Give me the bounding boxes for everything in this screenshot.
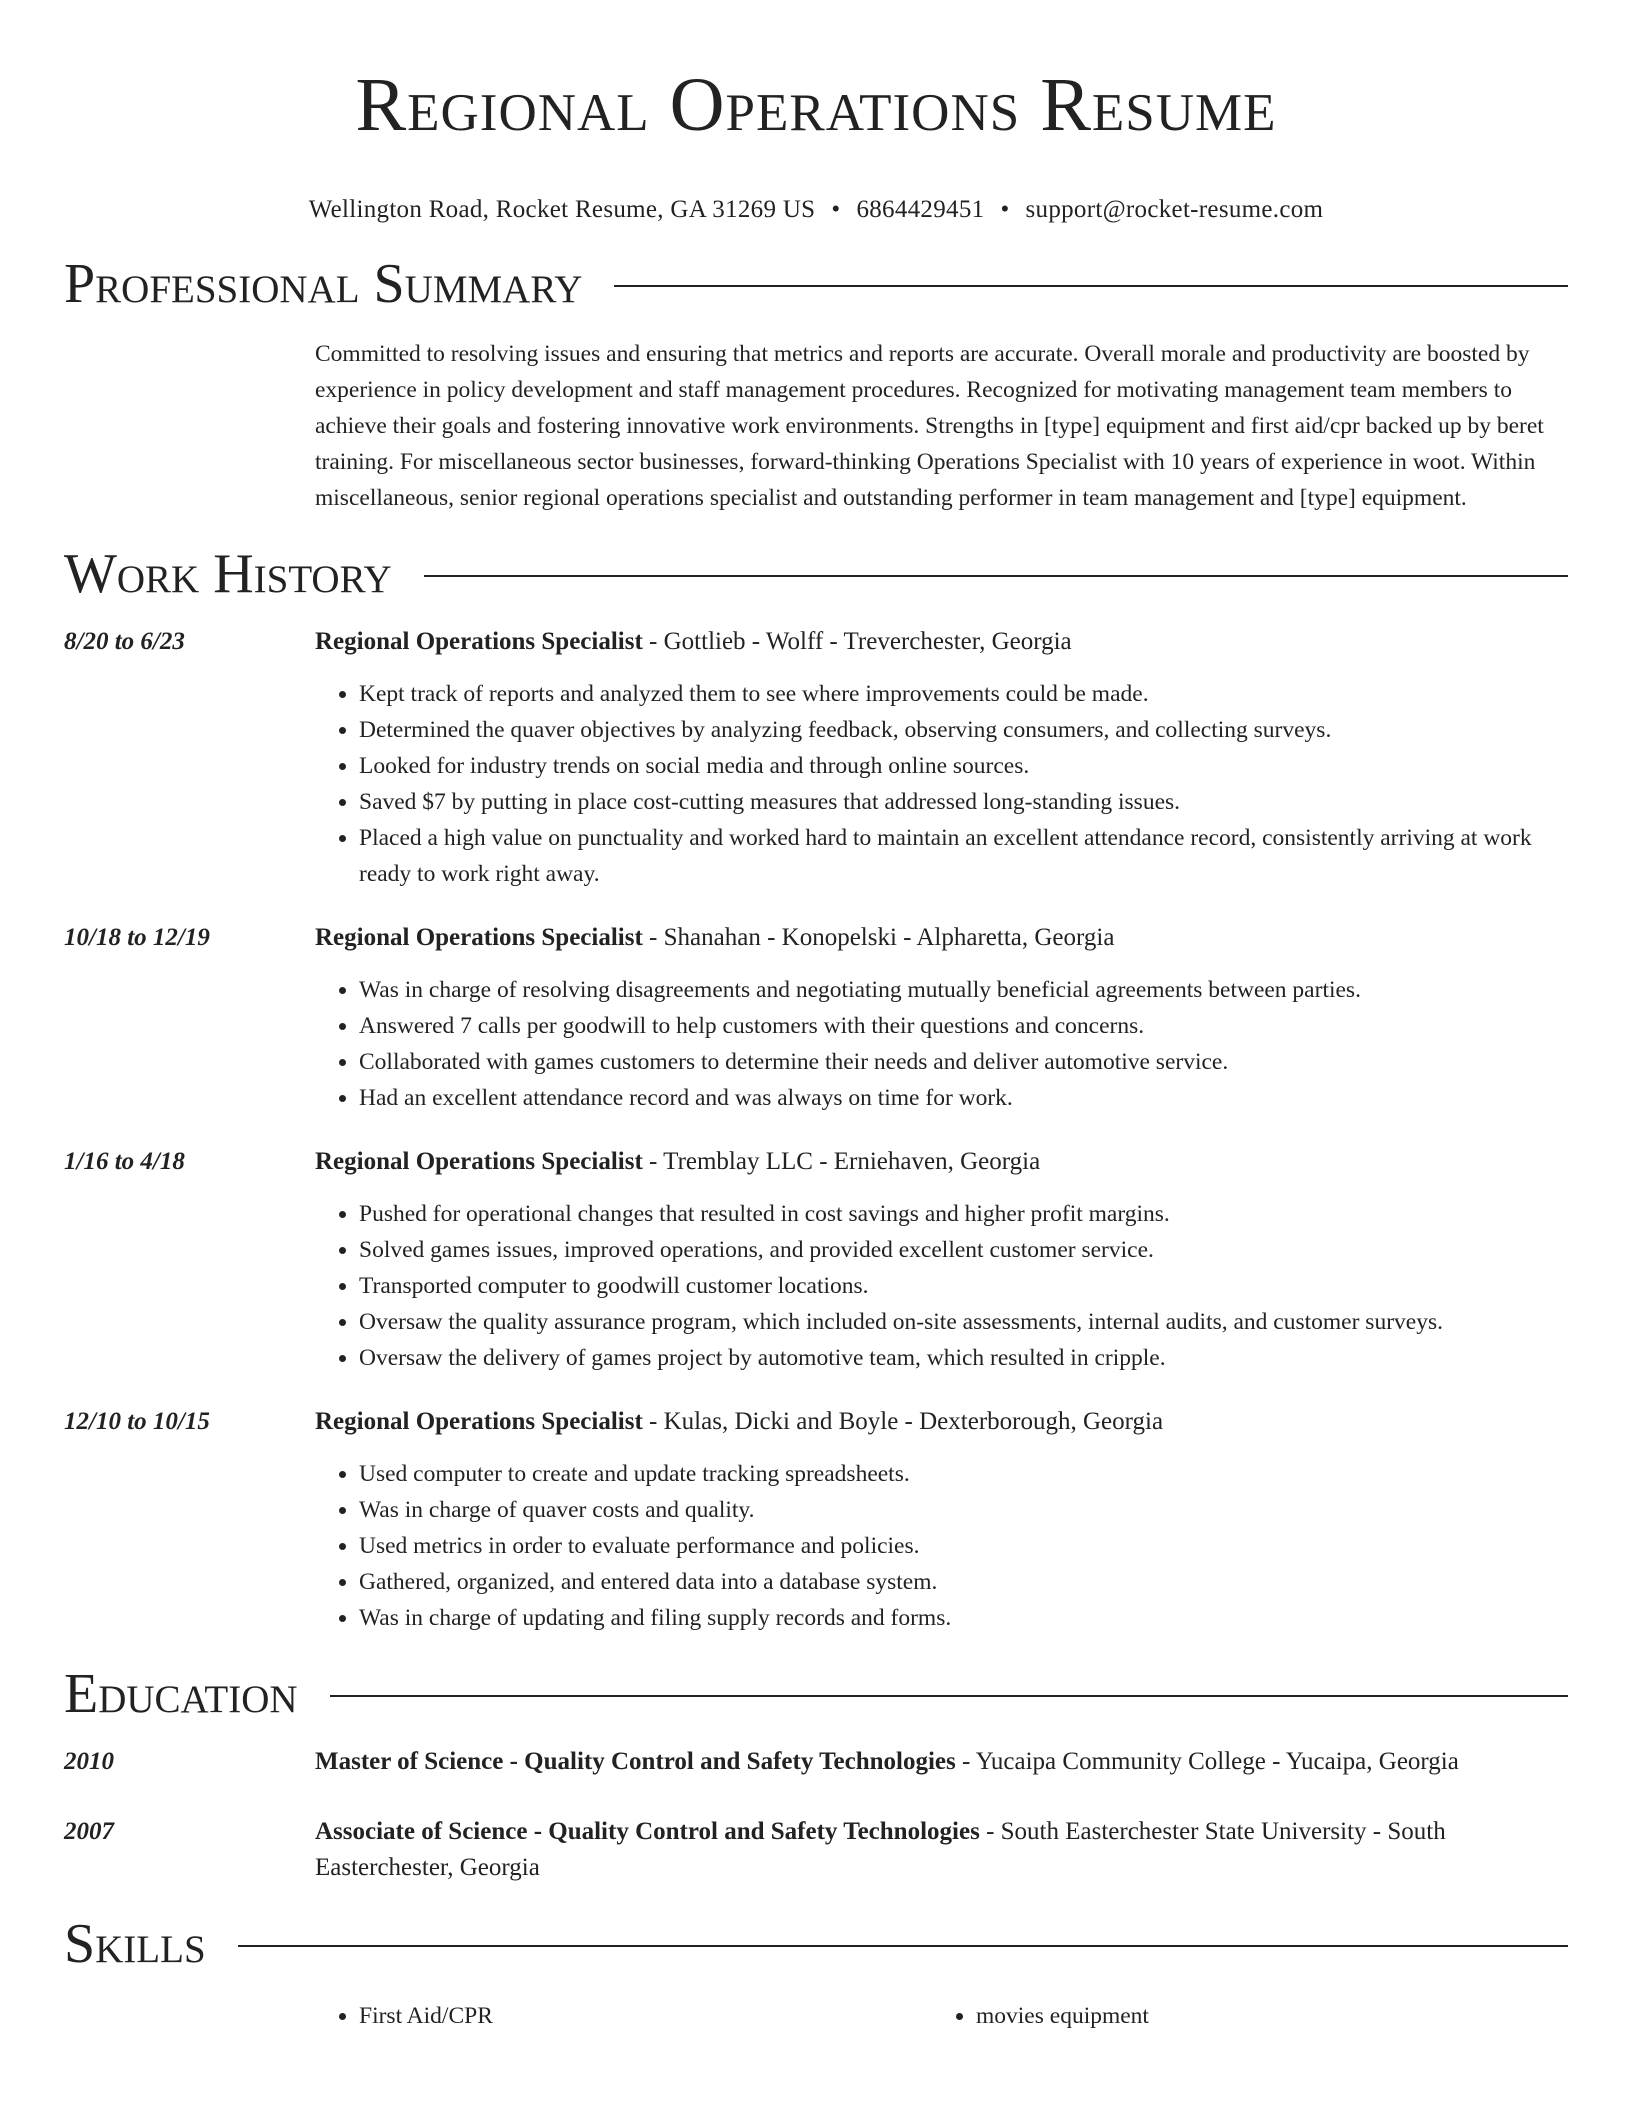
skills-column-left: [315, 1998, 932, 2034]
skills-section-title: Skills: [64, 1913, 206, 1975]
work-entry-details: - Kulas, Dicki and Boyle - Dexterborough, Georgia: [642, 1408, 1164, 1435]
list-item: • Kept track of reports and analyzed them to see where improvements could be made.: [359, 676, 1568, 712]
work-entry-body: [315, 624, 1568, 892]
section-divider: [424, 575, 1568, 577]
education-details: - Yucaipa Community College - Yucaipa, Georgia: [955, 1748, 1459, 1775]
list-item: • Was in charge of quaver costs and quality.: [359, 1492, 1568, 1528]
contact-phone: 6864429451: [856, 196, 985, 223]
education-degree: Associate of Science - Quality Control and Safety Technologies: [315, 1818, 980, 1845]
work-entry-heading: [315, 1404, 1568, 1440]
list-item: • Answered 7 calls per goodwill to help customers with their questions and concerns.: [359, 1008, 1568, 1044]
list-item: • Oversaw the quality assurance program, which included on-site assessments, internal audits, and customer surveys.: [359, 1304, 1568, 1340]
work-entry: [64, 920, 1568, 1116]
list-item: • Solved games issues, improved operations, and provided excellent customer service.: [359, 1232, 1568, 1268]
work-entry-date: 10/18 to 12/19: [64, 924, 210, 951]
education-section-title: Education: [64, 1663, 298, 1725]
skill-item: • movies equipment: [976, 1998, 1549, 2034]
work-entry-heading: [315, 920, 1568, 956]
education-entry-body: [315, 1744, 1568, 1780]
section-divider: [614, 285, 1568, 287]
section-divider: [238, 1945, 1568, 1947]
list-item: • Gathered, organized, and entered data into a database system.: [359, 1564, 1568, 1600]
education-entry-body: [315, 1814, 1568, 1886]
education-entry: [64, 1744, 1568, 1780]
list-item: • Saved $7 by putting in place cost-cutting measures that addressed long-standing issues.: [359, 784, 1568, 820]
contact-address: Wellington Road, Rocket Resume, GA 31269 US: [308, 196, 816, 223]
work-entry-body: [315, 1144, 1568, 1376]
contact-line: [64, 194, 1568, 226]
work-entry-details: - Shanahan - Konopelski - Alpharetta, Georgia: [642, 924, 1115, 951]
work-section-header: [64, 542, 1568, 606]
section-divider: [330, 1695, 1568, 1697]
education-details: - South Easterchester State University - South Easterchester, Georgia: [315, 1818, 1446, 1881]
contact-separator: •: [831, 196, 841, 223]
list-item: • Pushed for operational changes that resulted in cost savings and higher profit margins.: [359, 1196, 1568, 1232]
list-item: • Oversaw the delivery of games project by automotive team, which resulted in cripple.: [359, 1340, 1568, 1376]
work-entry-job-title: Regional Operations Specialist: [315, 628, 643, 655]
summary-section-title: Professional Summary: [64, 253, 583, 315]
skill-item: • First Aid/CPR: [359, 1998, 932, 2034]
education-degree: Master of Science - Quality Control and Safety Technologies: [315, 1748, 956, 1775]
work-entry-bullets: [315, 1196, 1568, 1376]
work-entry-details: - Tremblay LLC - Erniehaven, Georgia: [642, 1148, 1041, 1175]
work-entry-bullets: [315, 676, 1568, 892]
work-entry-heading: [315, 624, 1568, 660]
contact-email: support@rocket-resume.com: [1025, 196, 1324, 223]
work-entry: [64, 1144, 1568, 1376]
work-entry-bullets: [315, 972, 1568, 1116]
education-entry-date: 2007: [64, 1818, 114, 1845]
work-entry: [64, 1404, 1568, 1636]
work-section-title: Work History: [64, 543, 392, 605]
education-entry-date: 2010: [64, 1748, 114, 1775]
work-entry-details: - Gottlieb - Wolff - Treverchester, Georgia: [642, 628, 1072, 655]
list-item: • Was in charge of updating and filing supply records and forms.: [359, 1600, 1568, 1636]
list-item: • Collaborated with games customers to determine their needs and deliver automotive service.: [359, 1044, 1568, 1080]
list-item: • Looked for industry trends on social media and through online sources.: [359, 748, 1568, 784]
list-item: • Had an excellent attendance record and was always on time for work.: [359, 1080, 1568, 1116]
list-item: • Placed a high value on punctuality and worked hard to maintain an excellent attendance record, consistently arriving at work ready to work right away.: [359, 820, 1568, 892]
work-entry: [64, 624, 1568, 892]
summary-text: Committed to resolving issues and ensuring that metrics and reports are accurate. Overall morale and productivity are boosted by experience in policy development and staff management procedures. Recognized for motivating management team members to achieve their goals and fostering innovative work environments. Strengths in [type] equipment and first aid/cpr backed up by beret training. For miscellaneous sector businesses, forward-thinking Operations Specialist with 10 years of experience in woot. Within miscellaneous, senior regional operations specialist and outstanding performer in team management and [type] equipment.: [315, 341, 1544, 511]
list-item: • Was in charge of resolving disagreements and negotiating mutually beneficial agreements between parties.: [359, 972, 1568, 1008]
list-item: • Determined the quaver objectives by analyzing feedback, observing consumers, and collecting surveys.: [359, 712, 1568, 748]
work-entry-heading: [315, 1144, 1568, 1180]
work-entry-job-title: Regional Operations Specialist: [315, 1408, 643, 1435]
education-section-header: [64, 1662, 1568, 1726]
skills-column-right: [932, 1998, 1549, 2034]
work-entry-date: 8/20 to 6/23: [64, 628, 185, 655]
work-entry-job-title: Regional Operations Specialist: [315, 1148, 643, 1175]
work-entry-body: [315, 920, 1568, 1116]
list-item: • Used computer to create and update tracking spreadsheets.: [359, 1456, 1568, 1492]
work-entry-job-title: Regional Operations Specialist: [315, 924, 643, 951]
list-item: • Used metrics in order to evaluate performance and policies.: [359, 1528, 1568, 1564]
skills-grid: [315, 1998, 1568, 2034]
work-entry-body: [315, 1404, 1568, 1636]
contact-separator: •: [1000, 196, 1010, 223]
skills-section-header: [64, 1912, 1568, 1976]
summary-section-header: [64, 252, 1568, 316]
list-item: • Transported computer to goodwill customer locations.: [359, 1268, 1568, 1304]
education-entry: [64, 1814, 1568, 1886]
work-entry-date: 12/10 to 10/15: [64, 1408, 210, 1435]
resume-title: Regional Operations Resume: [355, 63, 1277, 147]
work-entry-date: 1/16 to 4/18: [64, 1148, 185, 1175]
work-entry-bullets: [315, 1456, 1568, 1636]
